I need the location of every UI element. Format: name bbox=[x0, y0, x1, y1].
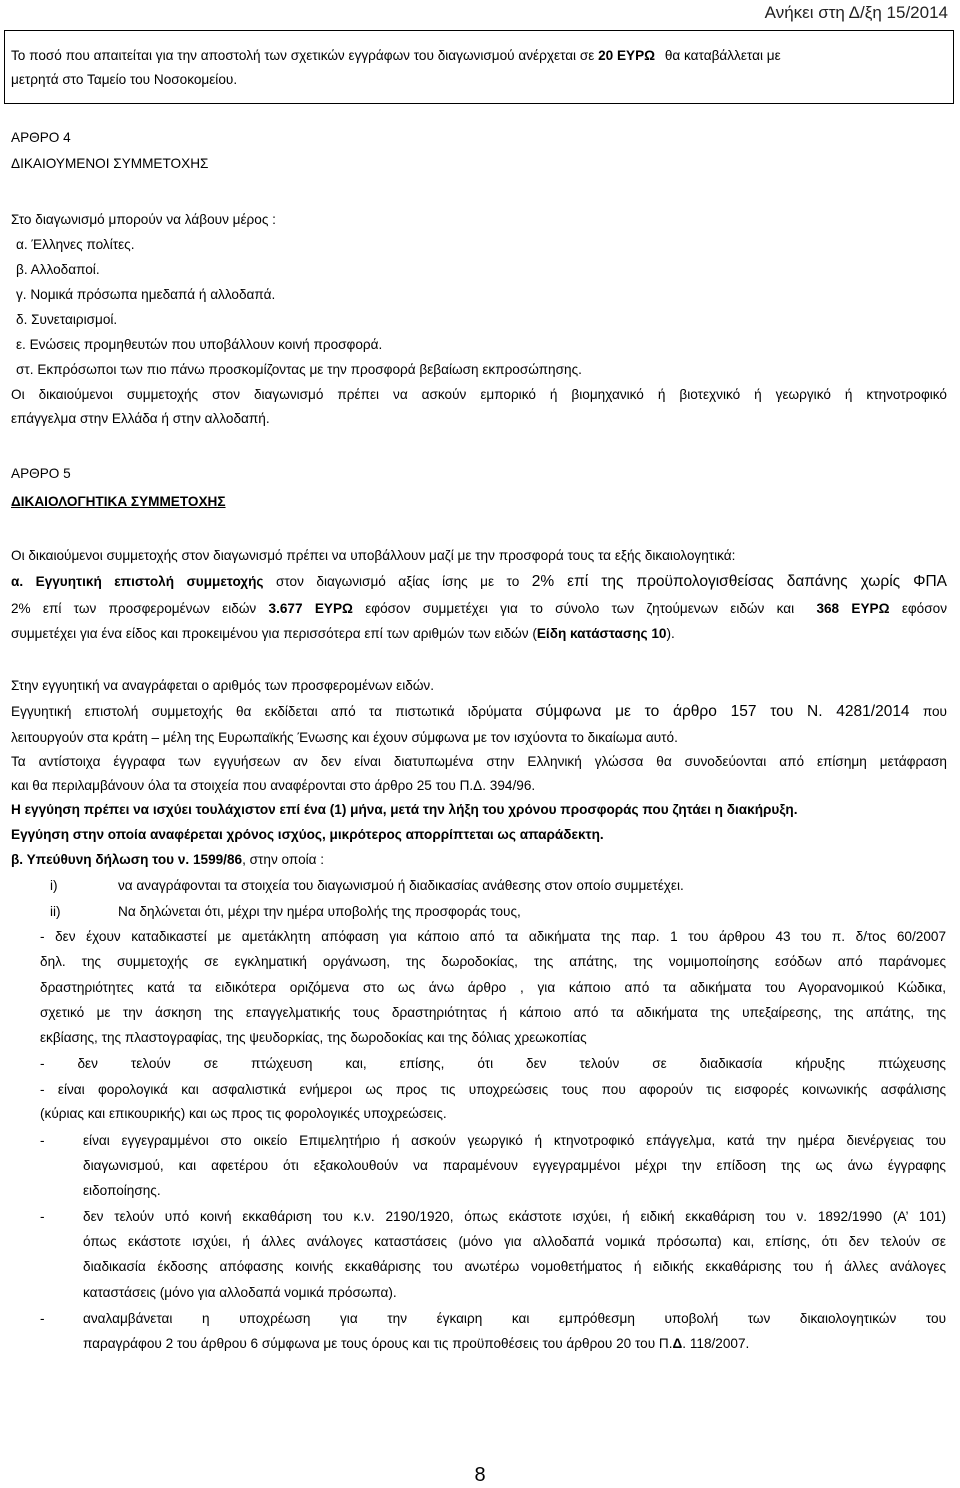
dash-marker: - bbox=[40, 1133, 45, 1148]
enum-label: ii) bbox=[50, 904, 61, 919]
enum-label: i) bbox=[50, 878, 58, 893]
notice-box bbox=[4, 30, 954, 104]
list-item: α. Έλληνες πολίτες. bbox=[16, 237, 135, 252]
list-item: β. Αλλοδαποί. bbox=[16, 262, 100, 277]
dash-item-line: εκβίασης, της πλαστογραφίας, της ψευδορκίας, της δωροδοκίας και της δόλιας χρεωκοπίας bbox=[40, 1030, 587, 1045]
article-5-intro: Οι δικαιούμενοι συμμετοχής στον διαγωνισμό πρέπει να υποβάλλουν μαζί με την προσφορά τους τα εξής δικαιολογητικά: bbox=[11, 548, 736, 563]
guarantee-line-3: συμμετέχει για ένα είδος και προκειμένου για περισσότερα επί των αριθμών των ειδών (Είδη κατάστασης 10). bbox=[11, 626, 675, 641]
page-header: Ανήκει στη Δ/ξη 15/2014 bbox=[764, 3, 948, 22]
article-4-paragraph-line: Οι δικαιούμενοι συμμετοχής στον διαγωνισμό πρέπει να ασκούν εμπορικό ή βιομηχανικό ή βιοτεχνικό ή γεωργικό ή κτηνοτροφικό bbox=[11, 387, 947, 402]
dash-item-line: - δεν τελούν σε πτώχευση και, επίσης, ότι δεν τελούν σε διαδικασία κήρυξης πτώχευσης bbox=[40, 1056, 946, 1071]
article-4-title: ΑΡΘΡΟ 4 bbox=[11, 130, 71, 145]
paragraph-line: λειτουργούν στα κράτη – μέλη της Ευρωπαϊκής Ένωσης και έχουν σύμφωνα με τον ισχύοντα το δικαίωμα αυτό. bbox=[11, 730, 678, 745]
enum-text: να αναγράφονται τα στοιχεία του διαγωνισμού ή διαδικασίας ανάθεσης στον οποίο συμμετέχει. bbox=[118, 878, 684, 893]
dash-marker: - bbox=[40, 1209, 45, 1224]
article-4-paragraph-line: επάγγελμα στην Ελλάδα ή στην αλλοδαπή. bbox=[11, 411, 270, 426]
article-4-subtitle: ΔΙΚΑΙΟΥΜΕΝΟΙ ΣΥΜΜΕΤΟΧΗΣ bbox=[11, 156, 209, 171]
dash-item-line: δεν τελούν υπό κοινή εκκαθάριση του κ.ν. 2190/1920, όπως εκάστοτε ισχύει, ή ειδική εκκαθάριση του ν. 1892/1990 (Α’ 101) bbox=[83, 1209, 946, 1224]
enum-text: Να δηλώνεται ότι, μέχρι την ημέρα υποβολής της προσφοράς τους, bbox=[118, 904, 521, 919]
dash-marker: - bbox=[40, 1311, 45, 1326]
guarantee-line-1: α. Εγγυητική επιστολή συμμετοχής στον διαγωνισμό αξίας ίσης με το 2% επί της προϋπολογισθείσας δαπάνης χωρίς ΦΠΑ bbox=[11, 573, 948, 590]
dash-item-line: διαγωνισμού, και αφετέρου ότι εξακολουθούν να παραμένουν εγγεγραμμένοι μέχρι την επίδοση της ως άνω έγγραφης bbox=[83, 1158, 946, 1173]
page-number: 8 bbox=[474, 1464, 486, 1486]
dash-item-line: ειδοποίησης. bbox=[83, 1183, 161, 1198]
dash-item-line: δραστηριότητες κατά τα ειδικότερα οριζόμενα στο ως άνω άρθρο , για κάποιο από τα αδικήματα του Αγορανομικού Κώδικα, bbox=[40, 980, 946, 995]
list-item: ε. Ενώσεις προμηθευτών που υποβάλλουν κοινή προσφορά. bbox=[16, 337, 383, 352]
paragraph-line: Στην εγγυητική να αναγράφεται ο αριθμός των προσφερομένων ειδών. bbox=[11, 678, 435, 693]
list-item: δ. Συνεταιρισμοί. bbox=[16, 312, 118, 327]
bold-statement: Εγγύηση στην οποία αναφέρεται χρόνος ισχύος, μικρότερος απορρίπτεται ως απαράδεκτη. bbox=[11, 827, 604, 842]
article-5-subtitle: ΔΙΚΑΙΟΛΟΓΗΤΙΚΑ ΣΥΜΜΕΤΟΧΗΣ bbox=[11, 494, 226, 509]
dash-item-line: διαδικασία έκδοσης απόφασης κοινής εκκαθάρισης του ανωτέρω νομοθετήματος ή ειδικής εκκαθάρισης του ή άλλες ανάλογες bbox=[83, 1259, 946, 1274]
list-item: γ. Νομικά πρόσωπα ημεδαπά ή αλλοδαπά. bbox=[16, 287, 276, 302]
article-5-title: ΑΡΘΡΟ 5 bbox=[11, 466, 71, 481]
dash-item-line: όπως εκάστοτε ισχύει, ή άλλες ανάλογες καταστάσεις (μόνο για αλλοδαπά νομικά πρόσωπα) και, επίσης, ότι δεν τελούν σε bbox=[83, 1234, 946, 1249]
bold-statement: Η εγγύηση πρέπει να ισχύει τουλάχιστον επί ένα (1) μήνα, μετά την λήξη του χρόνου προσφοράς που ζητάει η διακήρυξη. bbox=[11, 802, 798, 817]
article-4-intro: Στο διαγωνισμό μπορούν να λάβουν μέρος : bbox=[11, 212, 276, 227]
dash-item-line: σχετικό με την άσκηση της επαγγελματικής τους δραστηριότητας ή κάποιο από τα αδικήματα της υπεξαίρεσης, της απάτης, της bbox=[40, 1005, 946, 1020]
dash-item-line: - είναι φορολογικά και ασφαλιστικά ενήμεροι ως προς τις υποχρεώσεις τους που αφορούν τις εισφορές κοινωνικής ασφάλισης bbox=[40, 1082, 946, 1097]
notice-line-2: μετρητά στο Ταμείο του Νοσοκομείου. bbox=[11, 72, 238, 87]
dash-item-line: αναλαμβάνεται η υποχρέωση για την έγκαιρη και εμπρόθεσμη υποβολή των δικαιολογητικών του bbox=[83, 1311, 946, 1326]
paragraph-line: Εγγυητική επιστολή συμμετοχής θα εκδίδεται από τα πιστωτικά ιδρύματα σύμφωνα με το άρθρο 157 του Ν. 4281/2014 που bbox=[11, 703, 947, 720]
dash-item-line: παραγράφου 2 του άρθρου 6 σύμφωνα με τους όρους και τις προϋποθέσεις του άρθρου 20 του Π.Δ. 118/2007. bbox=[83, 1336, 750, 1351]
paragraph-line: Τα αντίστοιχα έγγραφα των εγγυήσεων αν δεν είναι διατυπωμένα στην Ελληνική γλώσσα θα συνοδεύονται από επίσημη μετάφραση bbox=[11, 754, 947, 769]
dash-item-line: καταστάσεις (μόνο για αλλοδαπά νομικά πρόσωπα). bbox=[83, 1285, 397, 1300]
notice-line-1: Το ποσό που απαιτείται για την αποστολή των σχετικών εγγράφων του διαγωνισμού ανέρχεται σε 20 ΕΥΡΩ θα καταβάλλεται με bbox=[11, 48, 781, 63]
dash-item-line: δηλ. της συμμετοχής σε εγκληματική οργάνωση, της δωροδοκίας, της απάτης, της νομιμοποίησης εσόδων από παράνομες bbox=[40, 954, 946, 969]
list-item: στ. Εκπρόσωποι των πιο πάνω προσκομίζοντας με την προσφορά βεβαίωση εκπροσώπησης. bbox=[16, 362, 582, 377]
dash-item-line: είναι εγγεγραμμένοι στο οικείο Επιμελητήριο ή ασκούν γεωργικό ή κτηνοτροφικό επάγγελμα, κατά την ημέρα διενέργειας του bbox=[83, 1133, 946, 1148]
dash-item-line: (κύριας και επικουρικής) και ως προς τις φορολογικές υποχρεώσεις. bbox=[40, 1106, 447, 1121]
paragraph-line: και θα περιλαμβάνουν όλα τα στοιχεία που αναφέρονται στο άρθρο 25 του Π.Δ. 394/96. bbox=[11, 778, 536, 793]
declaration-heading: β. Υπεύθυνη δήλωση του ν. 1599/86, στην οποία : bbox=[11, 852, 325, 867]
guarantee-line-2: 2% επί των προσφερομένων ειδών 3.677 ΕΥΡΩ εφόσον συμμετέχει για το σύνολο των ζητούμενων ειδών και 368 ΕΥΡΩ εφόσον bbox=[11, 601, 947, 616]
dash-item-line: - δεν έχουν καταδικαστεί με αμετάκλητη απόφαση για κάποιο από τα αδικήματα της παρ. 1 του άρθρου 43 του π. δ/τος 60/2007 bbox=[40, 929, 946, 944]
